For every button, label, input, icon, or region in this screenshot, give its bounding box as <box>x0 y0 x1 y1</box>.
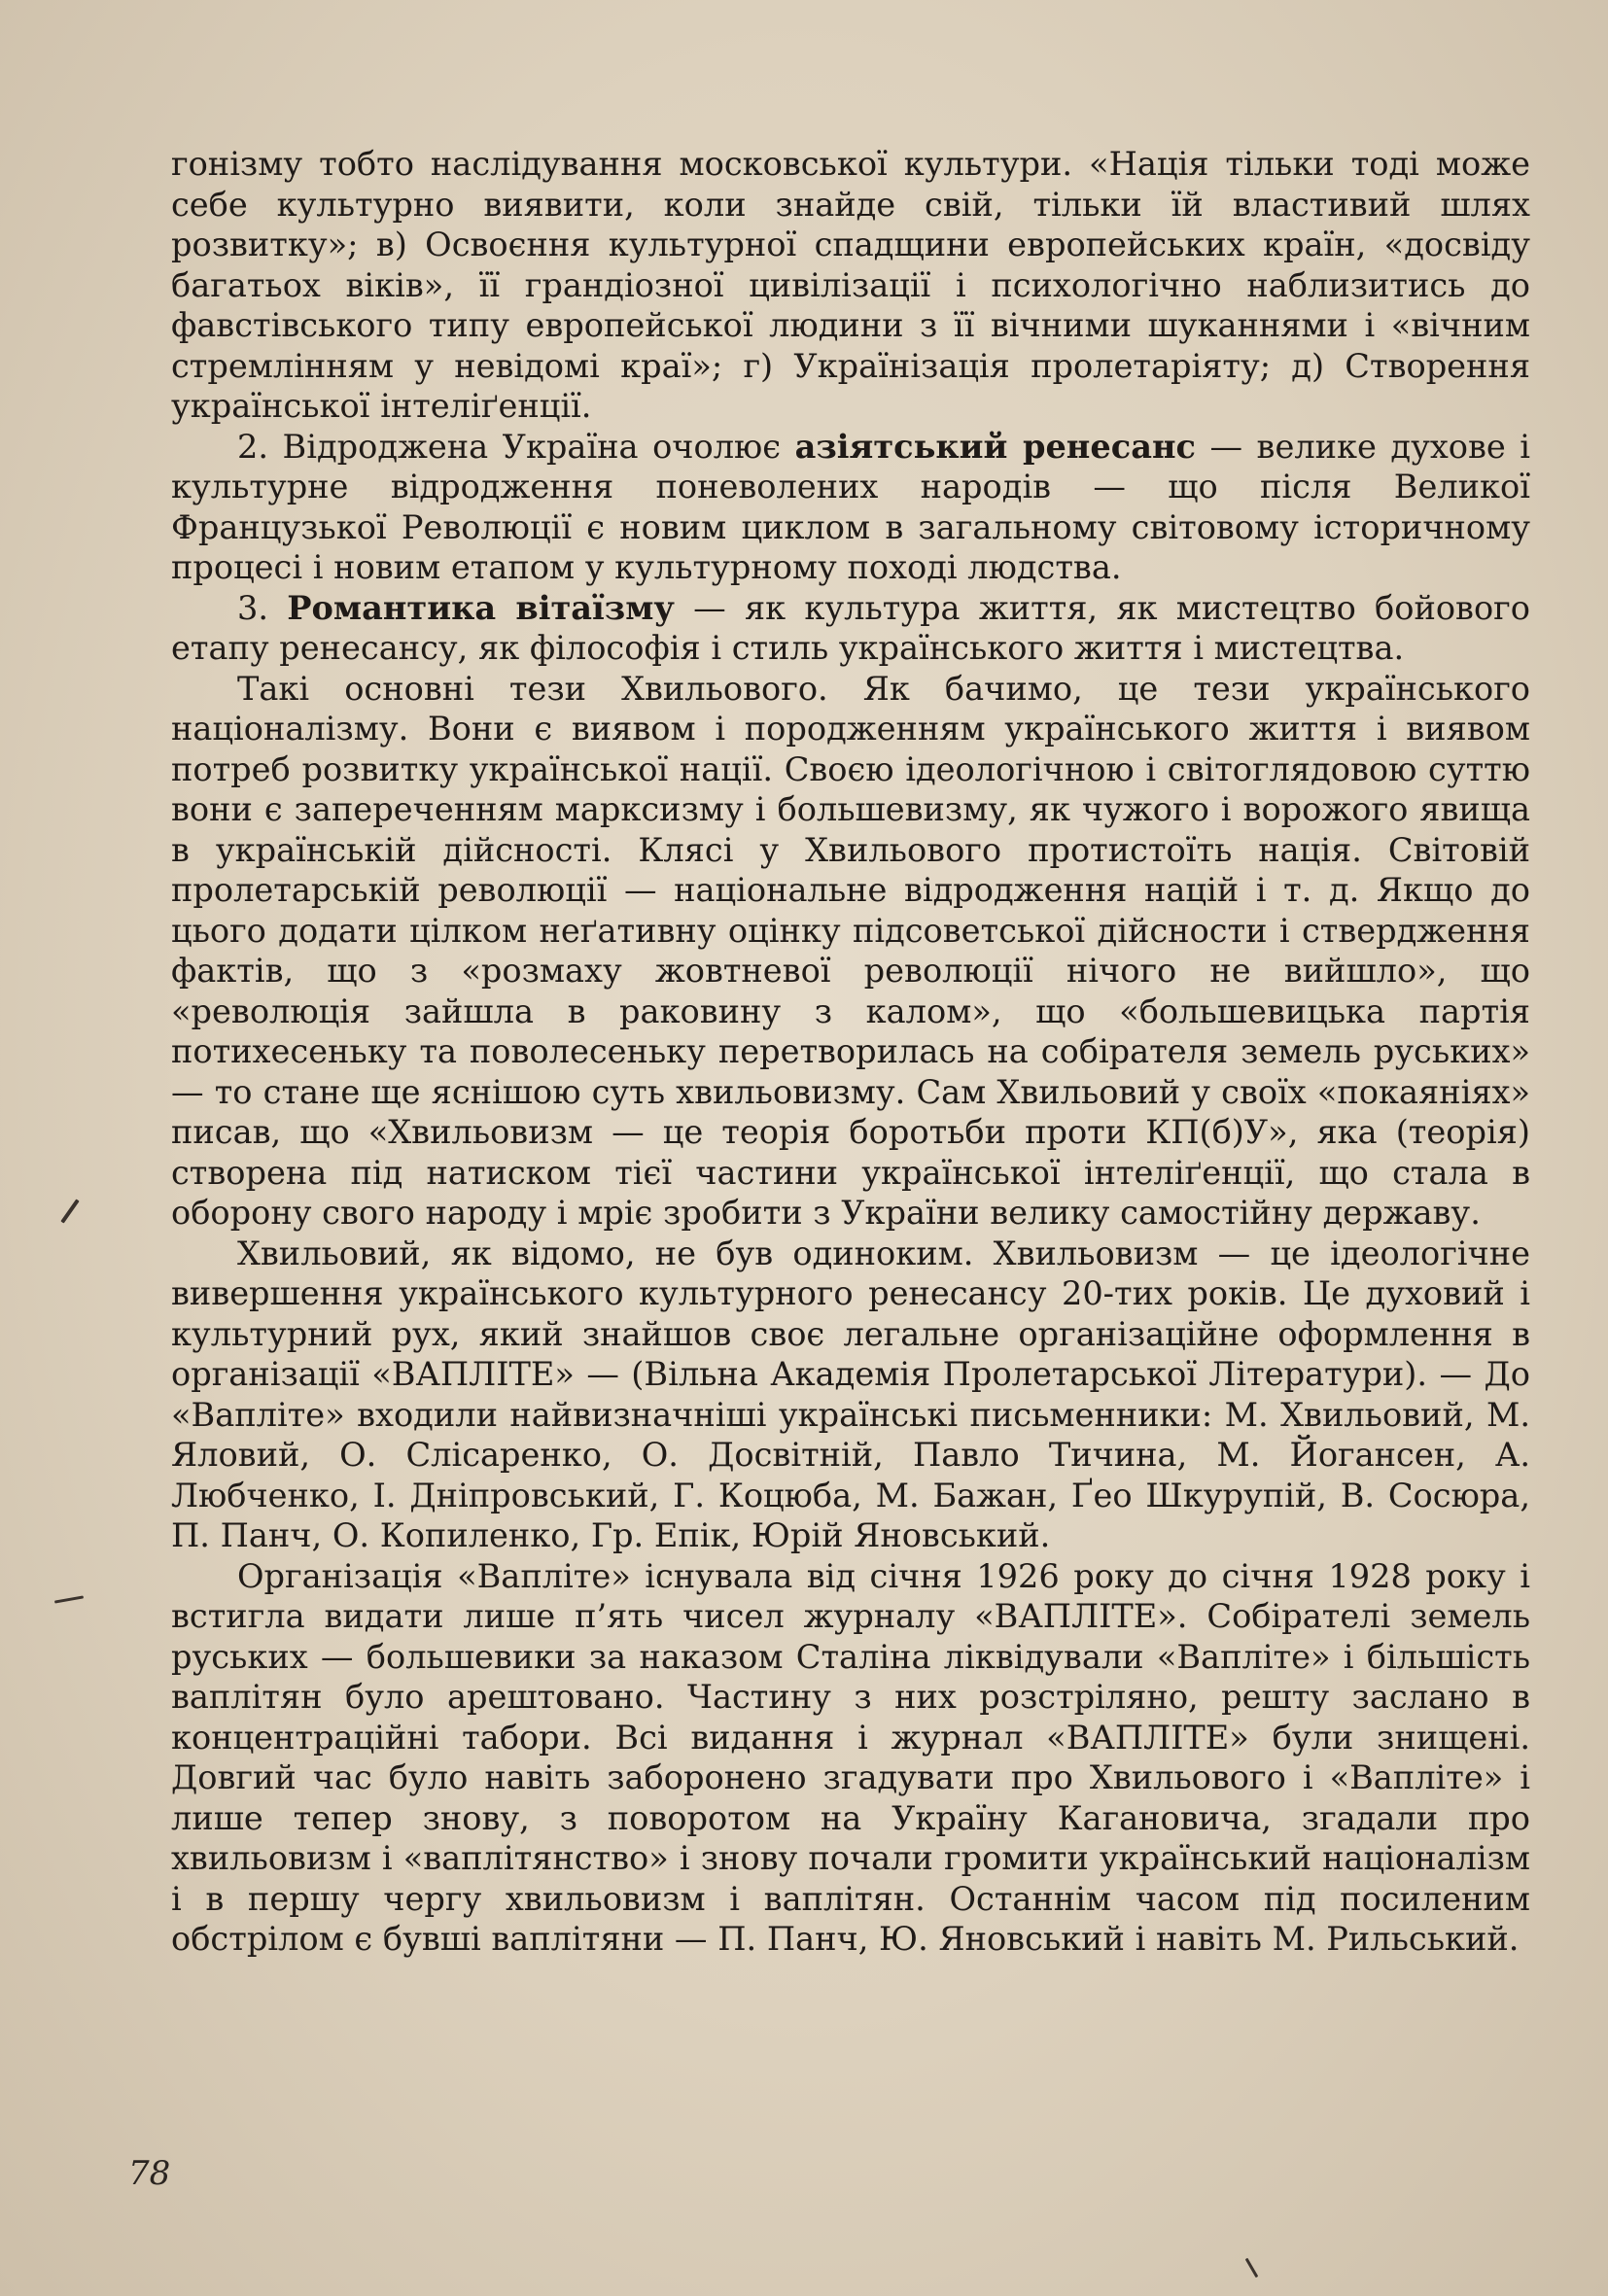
text-run: Такі основні тези Хвильового. Як бачимо, це тези українського націоналізму. Вони є виявом і породженням українського життя і виявом потреб розвитку української нації. Своєю ідеологічною і світоглядовою суттю вони є запереченням марксизму і большевизму, як чужого і ворожого явища в українській дійсності. Клясі у Хвильового протистоїть нація. Світовій пролетарській революції — національне відродження націй і т. д. Якщо до цього додати цілком неґативну оцінку підсоветської дійсности і ствердження фактів, що з «розмаху жовтневої революції нічого не вийшло», що «революція зайшла в раковину з калом», що «большевицька партія потихесеньку та поволесеньку перетворилась на собірателя земель руських» — то стане ще яснішою суть хвильовизму. Сам Хвильовий у своїх «покаяніях» писав, що «Хвильовизм — це теорія боротьби проти КП(б)У», яка (теорія) створена під натиском тієї частини української інтеліґенції, що стала в оборону свого народу і мріє зробити з України велику самостійну державу. <box>171 669 1530 1232</box>
paragraph-1 <box>171 144 1530 427</box>
paragraph-6 <box>171 1556 1530 1960</box>
paragraph-5 <box>171 1234 1530 1556</box>
margin-mark <box>60 1199 79 1223</box>
page-number: 78 <box>128 2154 171 2193</box>
margin-mark <box>1245 2258 1259 2279</box>
bold-term: Романтика вітаїзму <box>287 587 675 627</box>
text-run: — велике духове і культурне відродження поневолених народів — що після Великої Французької Революції є новим циклом в загальному світовому історичному процесі і новим етапом у культурному поході людства. <box>171 427 1530 586</box>
paragraph-4 <box>171 669 1530 1234</box>
text-run: гонізму тобто наслідування московської культури. «Нація тільки тоді може себе культурно виявити, коли знайде свій, тільки їй властивий шлях розвитку»; в) Освоєння культурної спадщини европейських країн, «досвіду багатьох віків», її грандіозної цивілізації і психологічно наблизитись до фавстівського типу европейської людини з її вічними шуканнями і «вічним стремлінням у невідомі краї»; г) Українізація пролетаріяту; д) Створення української інтеліґенції. <box>171 145 1530 425</box>
text-run: 3. <box>237 588 288 627</box>
text-run: Організація «Вапліте» існувала від січня 1926 року до січня 1928 року і встигла видати лише п’ять чисел журналу «ВАПЛІТЕ». Собірателі земель руських — большевики за наказом Сталіна ліквідували «Вапліте» і більшість ваплітян було арештовано. Частину з них розстріляно, решту заслано в концентраційні табори. Всі видання і журнал «ВАПЛІТЕ» були знищені. Довгий час було навіть заборонено згадувати про Хвильового і «Вапліте» і лише тепер знову, з поворотом на Україну Кагановича, згадали про хвильовизм і «ваплітянство» і знову почали громити український націоналізм і в першу чергу хвильовизм і ваплітян. Останнім часом під посиленим обстрілом є бувші ваплітяни — П. Панч, Ю. Яновський і навіть М. Рильський. <box>171 1556 1530 1958</box>
margin-mark <box>54 1595 84 1603</box>
text-run: — як культура життя, як мистецтво бойового етапу ренесансу, як філософія і стиль українського життя і мистецтва. <box>171 588 1530 667</box>
paragraph-2 <box>171 427 1530 588</box>
text-run: 2. Відроджена Україна очолює <box>237 427 795 466</box>
paragraph-3 <box>171 588 1530 669</box>
body-text <box>171 144 1530 1960</box>
text-run: Хвильовий, як відомо, не був одиноким. Хвильовизм — це ідеологічне вивершення українського культурного ренесансу 20-тих років. Це духовий і культурний рух, який знайшов своє легальне організаційне оформлення в організації «ВАПЛІТЕ» — (Вільна Академія Пролетарської Літератури). — До «Вапліте» входили найвизначніші українські письменники: М. Хвильовий, М. Яловий, О. Слісаренко, О. Досвітній, Павло Тичина, М. Йогансен, А. Любченко, І. Дніпровський, Г. Коцюба, М. Бажан, Ґео Шкурупій, В. Сосюра, П. Панч, О. Копиленко, Гр. Епік, Юрій Яновський. <box>171 1234 1530 1554</box>
bold-term: азіятський ренесанс <box>794 426 1196 466</box>
